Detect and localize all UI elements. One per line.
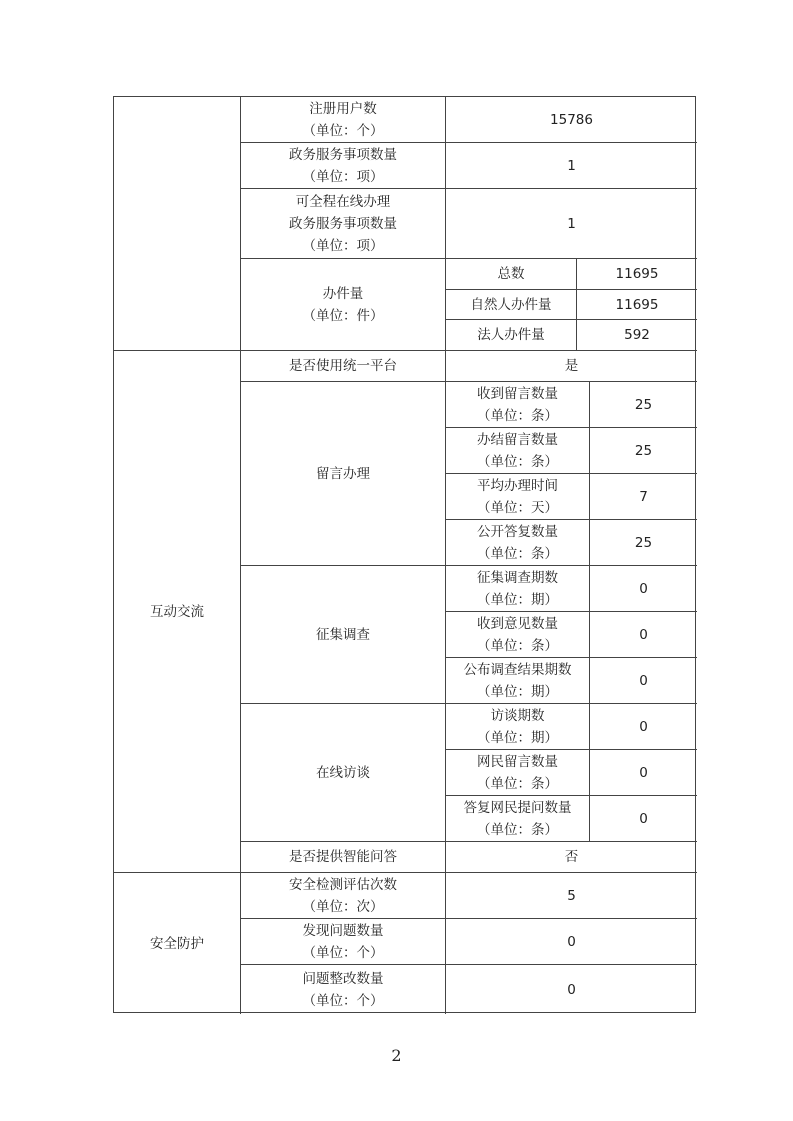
- statistics-table: [113, 96, 696, 1013]
- smart-qa-label: 是否提供智能问答: [289, 849, 397, 865]
- smart-qa-value: 否: [564, 849, 579, 865]
- interview-periods-label: 访谈期数 （单位：期）: [477, 707, 558, 746]
- unified-platform-value: 是: [564, 358, 579, 374]
- page-number: 2: [391, 1046, 402, 1065]
- case-total-label: 总数: [497, 266, 525, 282]
- natural-person-cases-value: 11695: [615, 296, 659, 313]
- registered-users-label: 注册用户数 （单位：个）: [302, 100, 384, 139]
- case-volume-label: 办件量 （单位：件）: [302, 285, 384, 324]
- opinions-received-value: 0: [639, 626, 648, 643]
- messages-closed-label: 办结留言数量 （单位：条）: [477, 431, 558, 470]
- issues-fixed-label: 问题整改数量 （单位：个）: [302, 970, 384, 1009]
- security-category: 安全防护: [150, 935, 204, 952]
- case-total-value: 11695: [615, 266, 659, 282]
- online-interview-group: 在线访谈: [316, 764, 370, 781]
- survey-results-published-label: 公布调查结果期数 （单位：期）: [463, 661, 572, 700]
- security-checks-value: 5: [567, 887, 576, 904]
- security-checks-label: 安全检测评估次数 （单位：次）: [289, 876, 397, 915]
- legal-person-cases-value: 592: [624, 327, 650, 343]
- netizen-messages-label: 网民留言数量 （单位：条）: [477, 753, 558, 792]
- netizen-answers-label: 答复网民提问数量 （单位：条）: [463, 799, 572, 838]
- public-replies-value: 25: [634, 534, 653, 551]
- service-items-label: 政务服务事项数量 （单位：项）: [289, 146, 397, 185]
- online-service-items-label: 可全程在线办理 政务服务事项数量 （单位：项）: [289, 193, 397, 254]
- issues-found-value: 0: [567, 933, 576, 950]
- survey-group: 征集调查: [316, 626, 370, 643]
- legal-person-cases-label: 法人办件量: [477, 327, 545, 343]
- interaction-category: 互动交流: [150, 603, 204, 620]
- survey-periods-value: 0: [639, 580, 648, 597]
- netizen-answers-value: 0: [639, 810, 648, 827]
- natural-person-cases-label: 自然人办件量: [470, 296, 552, 313]
- messages-received-value: 25: [634, 396, 653, 413]
- service-items-value: 1: [567, 157, 576, 174]
- issues-found-label: 发现问题数量 （单位：个）: [302, 922, 384, 961]
- netizen-messages-value: 0: [639, 764, 648, 781]
- issues-fixed-value: 0: [567, 981, 576, 998]
- survey-periods-label: 征集调查期数 （单位：期）: [477, 569, 558, 608]
- registered-users-value: 15786: [550, 111, 593, 128]
- avg-handling-time-label: 平均办理时间 （单位：天）: [477, 477, 558, 516]
- public-replies-label: 公开答复数量 （单位：条）: [477, 523, 558, 562]
- avg-handling-time-value: 7: [639, 488, 648, 505]
- message-handling-group: 留言办理: [316, 465, 370, 482]
- messages-received-label: 收到留言数量 （单位：条）: [477, 385, 558, 424]
- messages-closed-value: 25: [634, 442, 653, 459]
- survey-results-published-value: 0: [639, 672, 648, 689]
- online-service-items-value: 1: [567, 215, 576, 232]
- opinions-received-label: 收到意见数量 （单位：条）: [477, 615, 558, 654]
- interview-periods-value: 0: [639, 718, 648, 735]
- unified-platform-label: 是否使用统一平台: [289, 358, 397, 374]
